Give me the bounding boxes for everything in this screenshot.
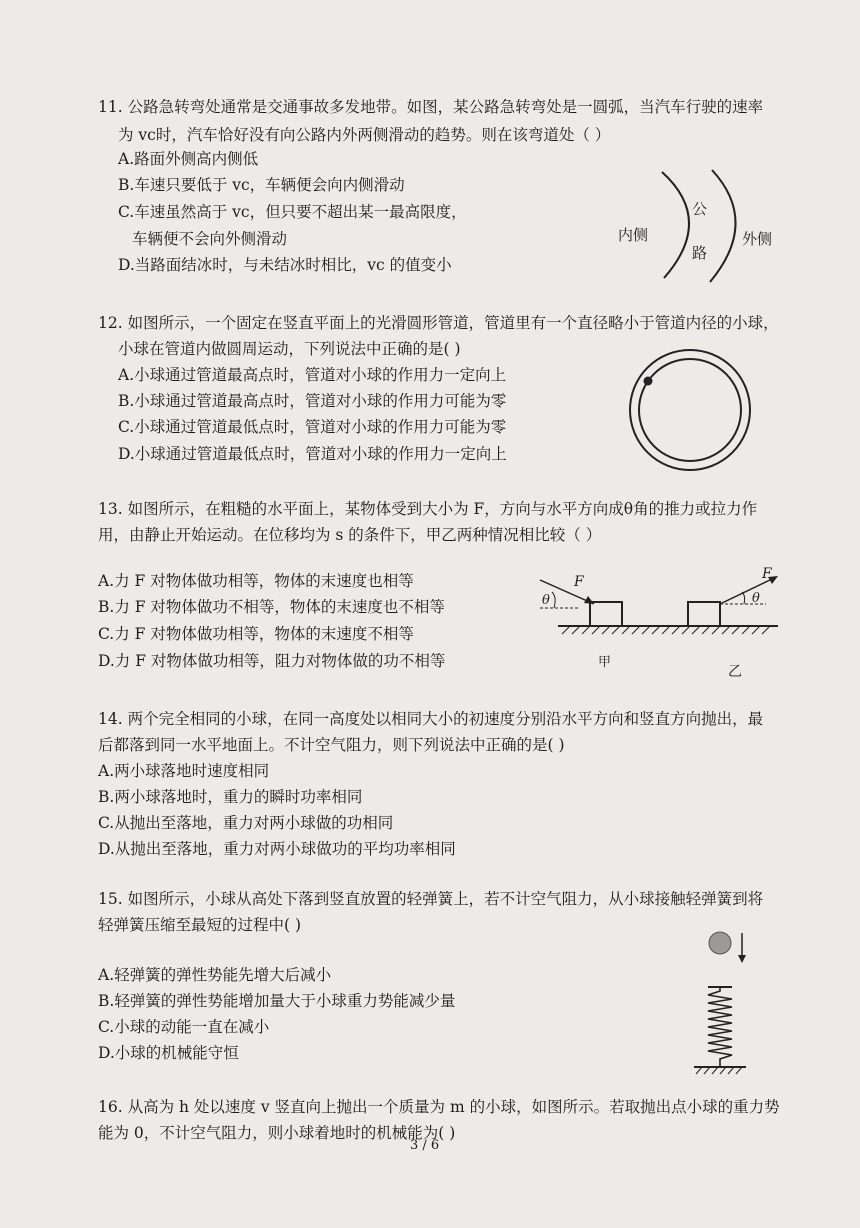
q11-option-c-line2: 车辆便不会向外侧滑动 — [132, 230, 288, 248]
q13-option-d: D.力 F 对物体做功相等，阻力对物体做的功不相等 — [98, 652, 446, 670]
q15-option-a: A.轻弹簧的弹性势能先增大后减小 — [98, 966, 332, 984]
q12-option-b: B.小球通过管道最高点时，管道对小球的作用力可能为零 — [118, 392, 507, 410]
spring-ball-figure — [680, 925, 770, 1085]
q13-option-a: A.力 F 对物体做功相等，物体的末速度也相等 — [98, 572, 414, 590]
q11-stem-line1: 11. 公路急转弯处通常是交通事故多发地带。如图，某公路急转弯处是一圆弧，当汽车行驶的速率 — [98, 98, 764, 116]
down-arrow-icon — [738, 955, 746, 963]
fig-inner-label: 内侧 — [618, 226, 649, 244]
falling-ball — [709, 932, 731, 954]
q14-option-b: B.两小球落地时，重力的瞬时功率相同 — [98, 788, 363, 806]
q11-option-d: D.当路面结冰时，与未结冰时相比，vc 的值变小 — [118, 256, 452, 274]
q14-option-c: C.从抛出至落地，重力对两小球做的功相同 — [98, 814, 394, 832]
q14-stem-line1: 14. 两个完全相同的小球，在同一高度处以相同大小的初速度分别沿水平方向和竖直方向抛出，最 — [98, 710, 764, 728]
q15-stem-line1: 15. 如图所示，小球从高处下落到竖直放置的轻弹簧上，若不计空气阻力，从小球接触轻弹簧到将 — [98, 890, 764, 908]
q16-stem-line1: 16. 从高为 h 处以速度 v 竖直向上抛出一个质量为 m 的小球，如图所示。若取抛出点小球的重力势 — [98, 1098, 780, 1116]
q14-option-a: A.两小球落地时速度相同 — [98, 762, 270, 780]
fig-force-label-jia: F — [574, 574, 584, 590]
fig-road-label-2: 路 — [692, 244, 708, 262]
fig-label-yi: 乙 — [728, 664, 742, 680]
q13-stem-line1: 13. 如图所示，在粗糙的水平面上，某物体受到大小为 F，方向与水平方向成θ角的推力或拉力作 — [98, 500, 758, 518]
q12-stem-line1: 12. 如图所示，一个固定在竖直平面上的光滑圆形管道，管道里有一个直径略小于管道内径的小球， — [98, 314, 779, 332]
q15-option-b: B.轻弹簧的弹性势能增加量大于小球重力势能减少量 — [98, 992, 456, 1010]
q12-stem-line2: 小球在管道内做圆周运动，下列说法中正确的是( ) — [118, 340, 461, 358]
fig-outer-label: 外侧 — [742, 230, 773, 248]
road-curve-figure — [600, 160, 800, 290]
force-blocks-figure — [530, 560, 810, 690]
block-jia — [590, 602, 622, 626]
q14-stem-line2: 后都落到同一水平地面上。不计空气阻力，则下列说法中正确的是( ) — [98, 736, 565, 754]
block-yi — [688, 602, 720, 626]
fig-force-label-yi: F — [762, 566, 772, 582]
q11-option-a: A.路面外侧高内侧低 — [118, 150, 259, 168]
ball-in-tube — [644, 377, 653, 386]
q15-stem-line2: 轻弹簧压缩至最短的过程中( ) — [98, 916, 302, 934]
spring — [708, 987, 732, 1067]
q13-option-b: B.力 F 对物体做功不相等，物体的末速度也不相等 — [98, 598, 445, 616]
fig-road-label-1: 公 — [692, 200, 708, 218]
q12-option-d: D.小球通过管道最低点时，管道对小球的作用力一定向上 — [118, 445, 507, 463]
fig-theta-label-jia: θ — [542, 593, 550, 608]
q13-stem-line2: 用，由静止开始运动。在位移均为 s 的条件下，甲乙两种情况相比较（ ） — [98, 526, 602, 544]
circular-tube-figure — [625, 345, 755, 475]
fig-theta-label-yi: θ — [752, 591, 760, 606]
q15-option-c: C.小球的动能一直在减小 — [98, 1018, 270, 1036]
q13-option-c: C.力 F 对物体做功相等，物体的末速度不相等 — [98, 625, 414, 643]
q16-stem-line2: 能为 0，不计空气阻力，则小球着地时的机械能为( ) — [98, 1124, 456, 1142]
q11-option-c-line1: C.车速虽然高于 vc，但只要不超出某一最高限度， — [118, 203, 467, 221]
page-number: 3 / 6 — [410, 1138, 440, 1153]
q11-stem-line2: 为 vc时，汽车恰好没有向公路内外两侧滑动的趋势。则在该弯道处（ ） — [118, 126, 611, 144]
q11-option-b: B.车速只要低于 vc，车辆便会向内侧滑动 — [118, 176, 405, 194]
q12-option-a: A.小球通过管道最高点时，管道对小球的作用力一定向上 — [118, 366, 507, 384]
q15-option-d: D.小球的机械能守恒 — [98, 1044, 239, 1062]
q14-option-d: D.从抛出至落地，重力对两小球做功的平均功率相同 — [98, 840, 456, 858]
q12-option-c: C.小球通过管道最低点时，管道对小球的作用力可能为零 — [118, 418, 507, 436]
fig-label-jia: 甲 — [598, 655, 612, 670]
